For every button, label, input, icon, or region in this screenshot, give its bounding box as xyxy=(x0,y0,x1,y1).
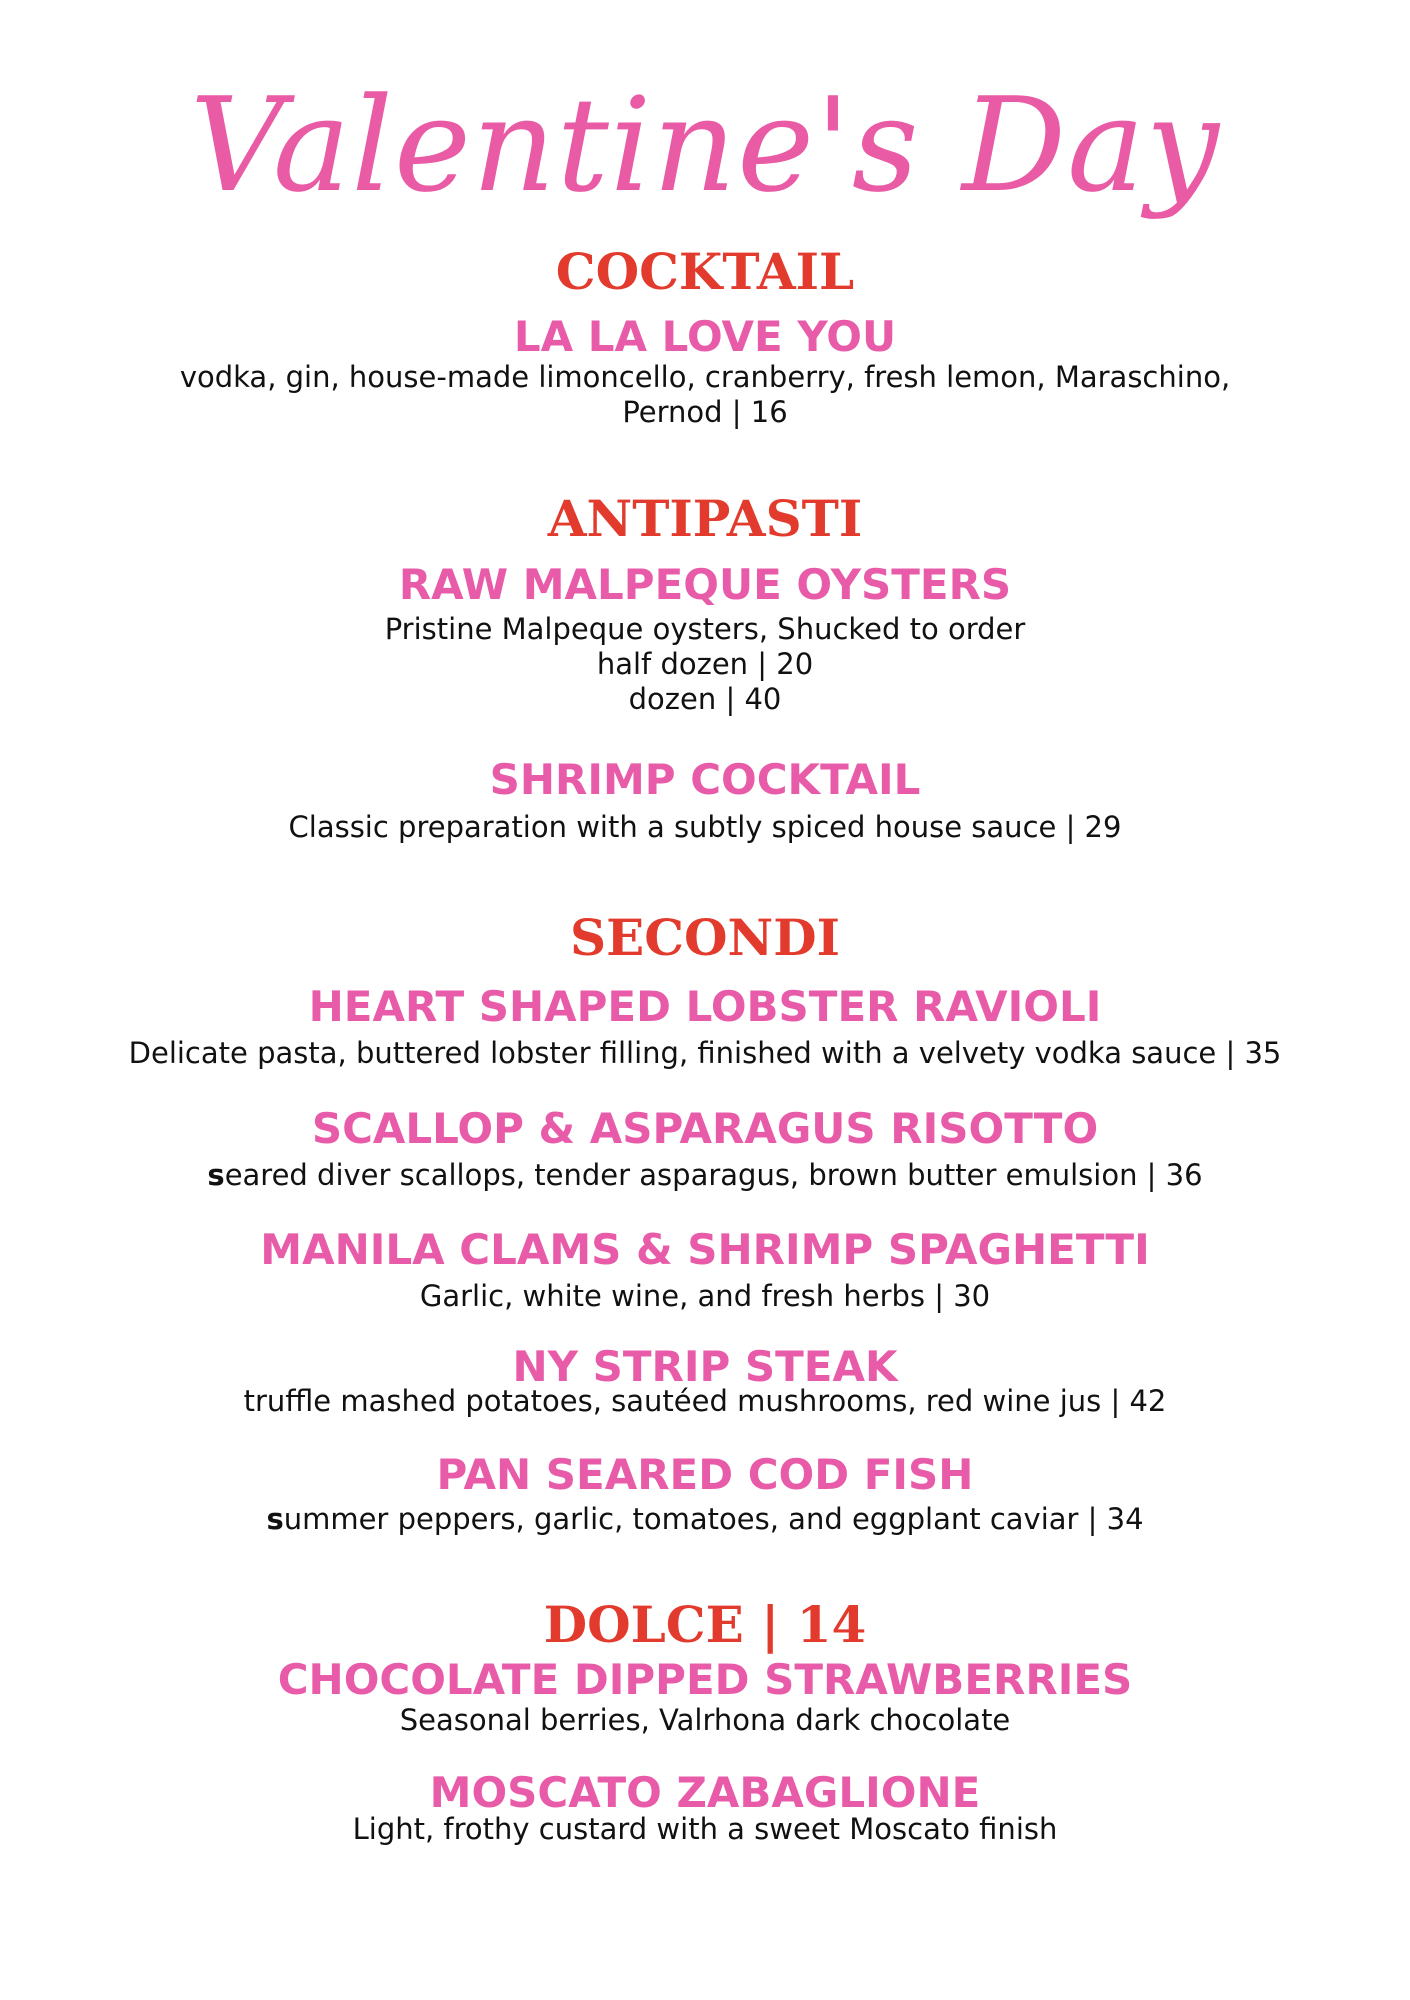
item-name-raw-malpeque-oysters: RAW MALPEQUE OYSTERS xyxy=(398,560,1012,609)
desc-rest: eared diver scallops, tender asparagus, brown butter emulsion | 36 xyxy=(224,1158,1203,1192)
desc-line: Delicate pasta, buttered lobster filling, finished with a velvety vodka sauce | 35 xyxy=(128,1036,1282,1070)
item-desc-la-la-love-you xyxy=(0,360,1410,430)
item-name-scallop-asparagus-risotto: SCALLOP & ASPARAGUS RISOTTO xyxy=(311,1104,1099,1153)
desc-line: Light, frothy custard with a sweet Moscato finish xyxy=(352,1812,1058,1846)
desc-first-letter: s xyxy=(207,1158,225,1192)
item-name-la-la-love-you: LA LA LOVE YOU xyxy=(513,312,897,361)
item-desc-scallop-asparagus-risotto xyxy=(0,1158,1410,1193)
item-name-moscato-zabaglione: MOSCATO ZABAGLIONE xyxy=(429,1768,981,1817)
desc-line: half dozen | 20 xyxy=(596,647,814,681)
item-name-ny-strip-steak: NY STRIP STEAK xyxy=(512,1342,898,1391)
item-name-pan-seared-cod-fish: PAN SEARED COD FISH xyxy=(436,1450,974,1499)
item-desc-ny-strip-steak xyxy=(0,1384,1410,1419)
section-title-cocktail: COCKTAIL xyxy=(555,242,855,301)
item-name-shrimp-cocktail: SHRIMP COCKTAIL xyxy=(489,755,921,804)
desc-line: Classic preparation with a subtly spiced house sauce | 29 xyxy=(288,810,1122,844)
desc-line: Seasonal berries, Valrhona dark chocolate xyxy=(399,1703,1011,1737)
desc-first-letter: s xyxy=(266,1502,284,1536)
desc-line: Pristine Malpeque oysters, Shucked to order xyxy=(384,612,1026,646)
item-name-chocolate-dipped-strawberries: CHOCOLATE DIPPED STRAWBERRIES xyxy=(277,1655,1133,1704)
item-desc-heart-shaped-lobster-ravioli xyxy=(0,1036,1410,1071)
desc-line: dozen | 40 xyxy=(628,682,782,716)
desc-line: Garlic, white wine, and fresh herbs | 30 xyxy=(419,1279,991,1313)
item-desc-manila-clams-shrimp-spaghetti xyxy=(0,1279,1410,1314)
item-desc-moscato-zabaglione xyxy=(0,1812,1410,1847)
section-title-secondi: SECONDI xyxy=(569,908,841,967)
item-name-heart-shaped-lobster-ravioli: HEART SHAPED LOBSTER RAVIOLI xyxy=(308,982,1102,1031)
desc-line: truffle mashed potatoes, sautéed mushrooms, red wine jus | 42 xyxy=(243,1384,1167,1418)
item-name-manila-clams-shrimp-spaghetti: MANILA CLAMS & SHRIMP SPAGHETTI xyxy=(260,1225,1150,1274)
desc-line: Pernod | 16 xyxy=(622,395,788,429)
desc-rest: ummer peppers, garlic, tomatoes, and eggplant caviar | 34 xyxy=(283,1502,1144,1536)
section-title-antipasti: ANTIPASTI xyxy=(547,489,863,548)
item-desc-chocolate-dipped-strawberries xyxy=(0,1703,1410,1738)
desc-line: vodka, gin, house-made limoncello, cranberry, fresh lemon, Maraschino, xyxy=(179,360,1231,394)
section-title-dolce: DOLCE | 14 xyxy=(543,1595,867,1654)
item-desc-pan-seared-cod-fish xyxy=(0,1502,1410,1537)
menu-title: Valentine's Day xyxy=(189,69,1221,221)
item-desc-shrimp-cocktail xyxy=(0,810,1410,845)
item-desc-raw-malpeque-oysters xyxy=(0,612,1410,717)
